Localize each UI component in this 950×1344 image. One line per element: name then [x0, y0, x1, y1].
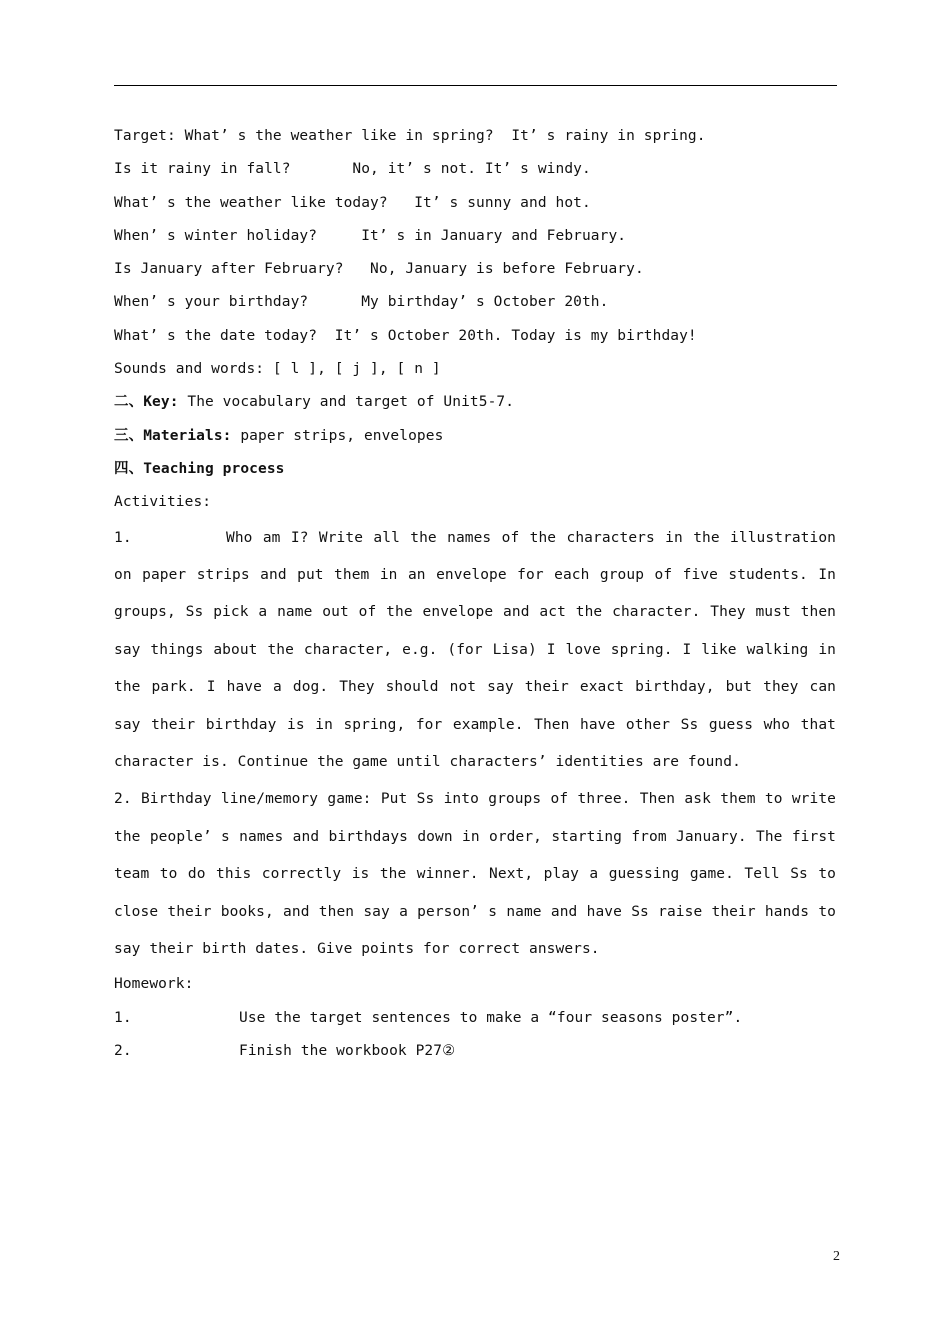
target-line: Is it rainy in fall? No, it’ s not. It’ s windy.: [114, 161, 591, 178]
key-label: 二、Key:: [114, 394, 179, 411]
homework-item: [114, 1035, 836, 1068]
activity-1: [114, 520, 836, 782]
homework-item-number: 1.: [114, 1009, 132, 1026]
header-rule: [114, 85, 837, 86]
target-line: What’ s the weather like today? It’ s sunny and hot.: [114, 194, 591, 211]
target-line: What’ s the date today? It’ s October 20th. Today is my birthday!: [114, 327, 697, 344]
homework-item: [114, 1002, 836, 1035]
target-line: Is January after February? No, January is before February.: [114, 261, 644, 278]
homework-item-number: 2.: [114, 1043, 132, 1060]
homework-item-text: Use the target sentences to make a “four seasons poster”.: [239, 1009, 743, 1026]
document-body: [114, 120, 836, 1068]
key-text: The vocabulary and target of Unit5-7.: [178, 394, 515, 411]
page-number: 2: [833, 1249, 840, 1264]
sounds-line: Sounds and words: [ l ], [ j ], [ n ]: [114, 361, 441, 378]
homework-label: Homework:: [114, 976, 194, 993]
target-line: When’ s your birthday? My birthday’ s October 20th.: [114, 294, 609, 311]
materials-text: paper strips, envelopes: [231, 427, 444, 444]
target-line: When’ s winter holiday? It’ s in January and February.: [114, 227, 627, 244]
materials-section: [114, 420, 836, 453]
materials-label: 三、Materials:: [114, 427, 232, 444]
target-line: Target: What’ s the weather like in spring? It’ s rainy in spring.: [114, 128, 706, 144]
process-heading: 四、Teaching process: [114, 460, 285, 477]
activity-1-number: 1.: [114, 529, 132, 546]
homework-item-text: Finish the workbook P27②: [239, 1043, 456, 1060]
activity-1-text: Who am I? Write all the names of the characters in the illustration on paper strips and put them in an envelope for each group of five students. In groups, Ss pick a name out of the envelope and act the character. They must then say things about the character, e.g. (for Lisa) I love spring. I like walking in the park. I have a dog. They should not say their exact birthday, but they can say their birthday is in spring, for example. Then have other Ss guess who that character is. Continue the game until characters’ identities are found.: [114, 529, 836, 770]
activity-2: 2. Birthday line/memory game: Put Ss into groups of three. Then ask them to write the people’ s names and birthdays down in order, starting from January. The first team to do this correctly is the winner. Next, play a guessing game. Tell Ss to close their books, and then say a person’ s name and have Ss raise their hands to say their birth dates. Give points for correct answers.: [114, 791, 836, 958]
key-section: [114, 386, 836, 419]
activities-label: Activities:: [114, 494, 212, 511]
